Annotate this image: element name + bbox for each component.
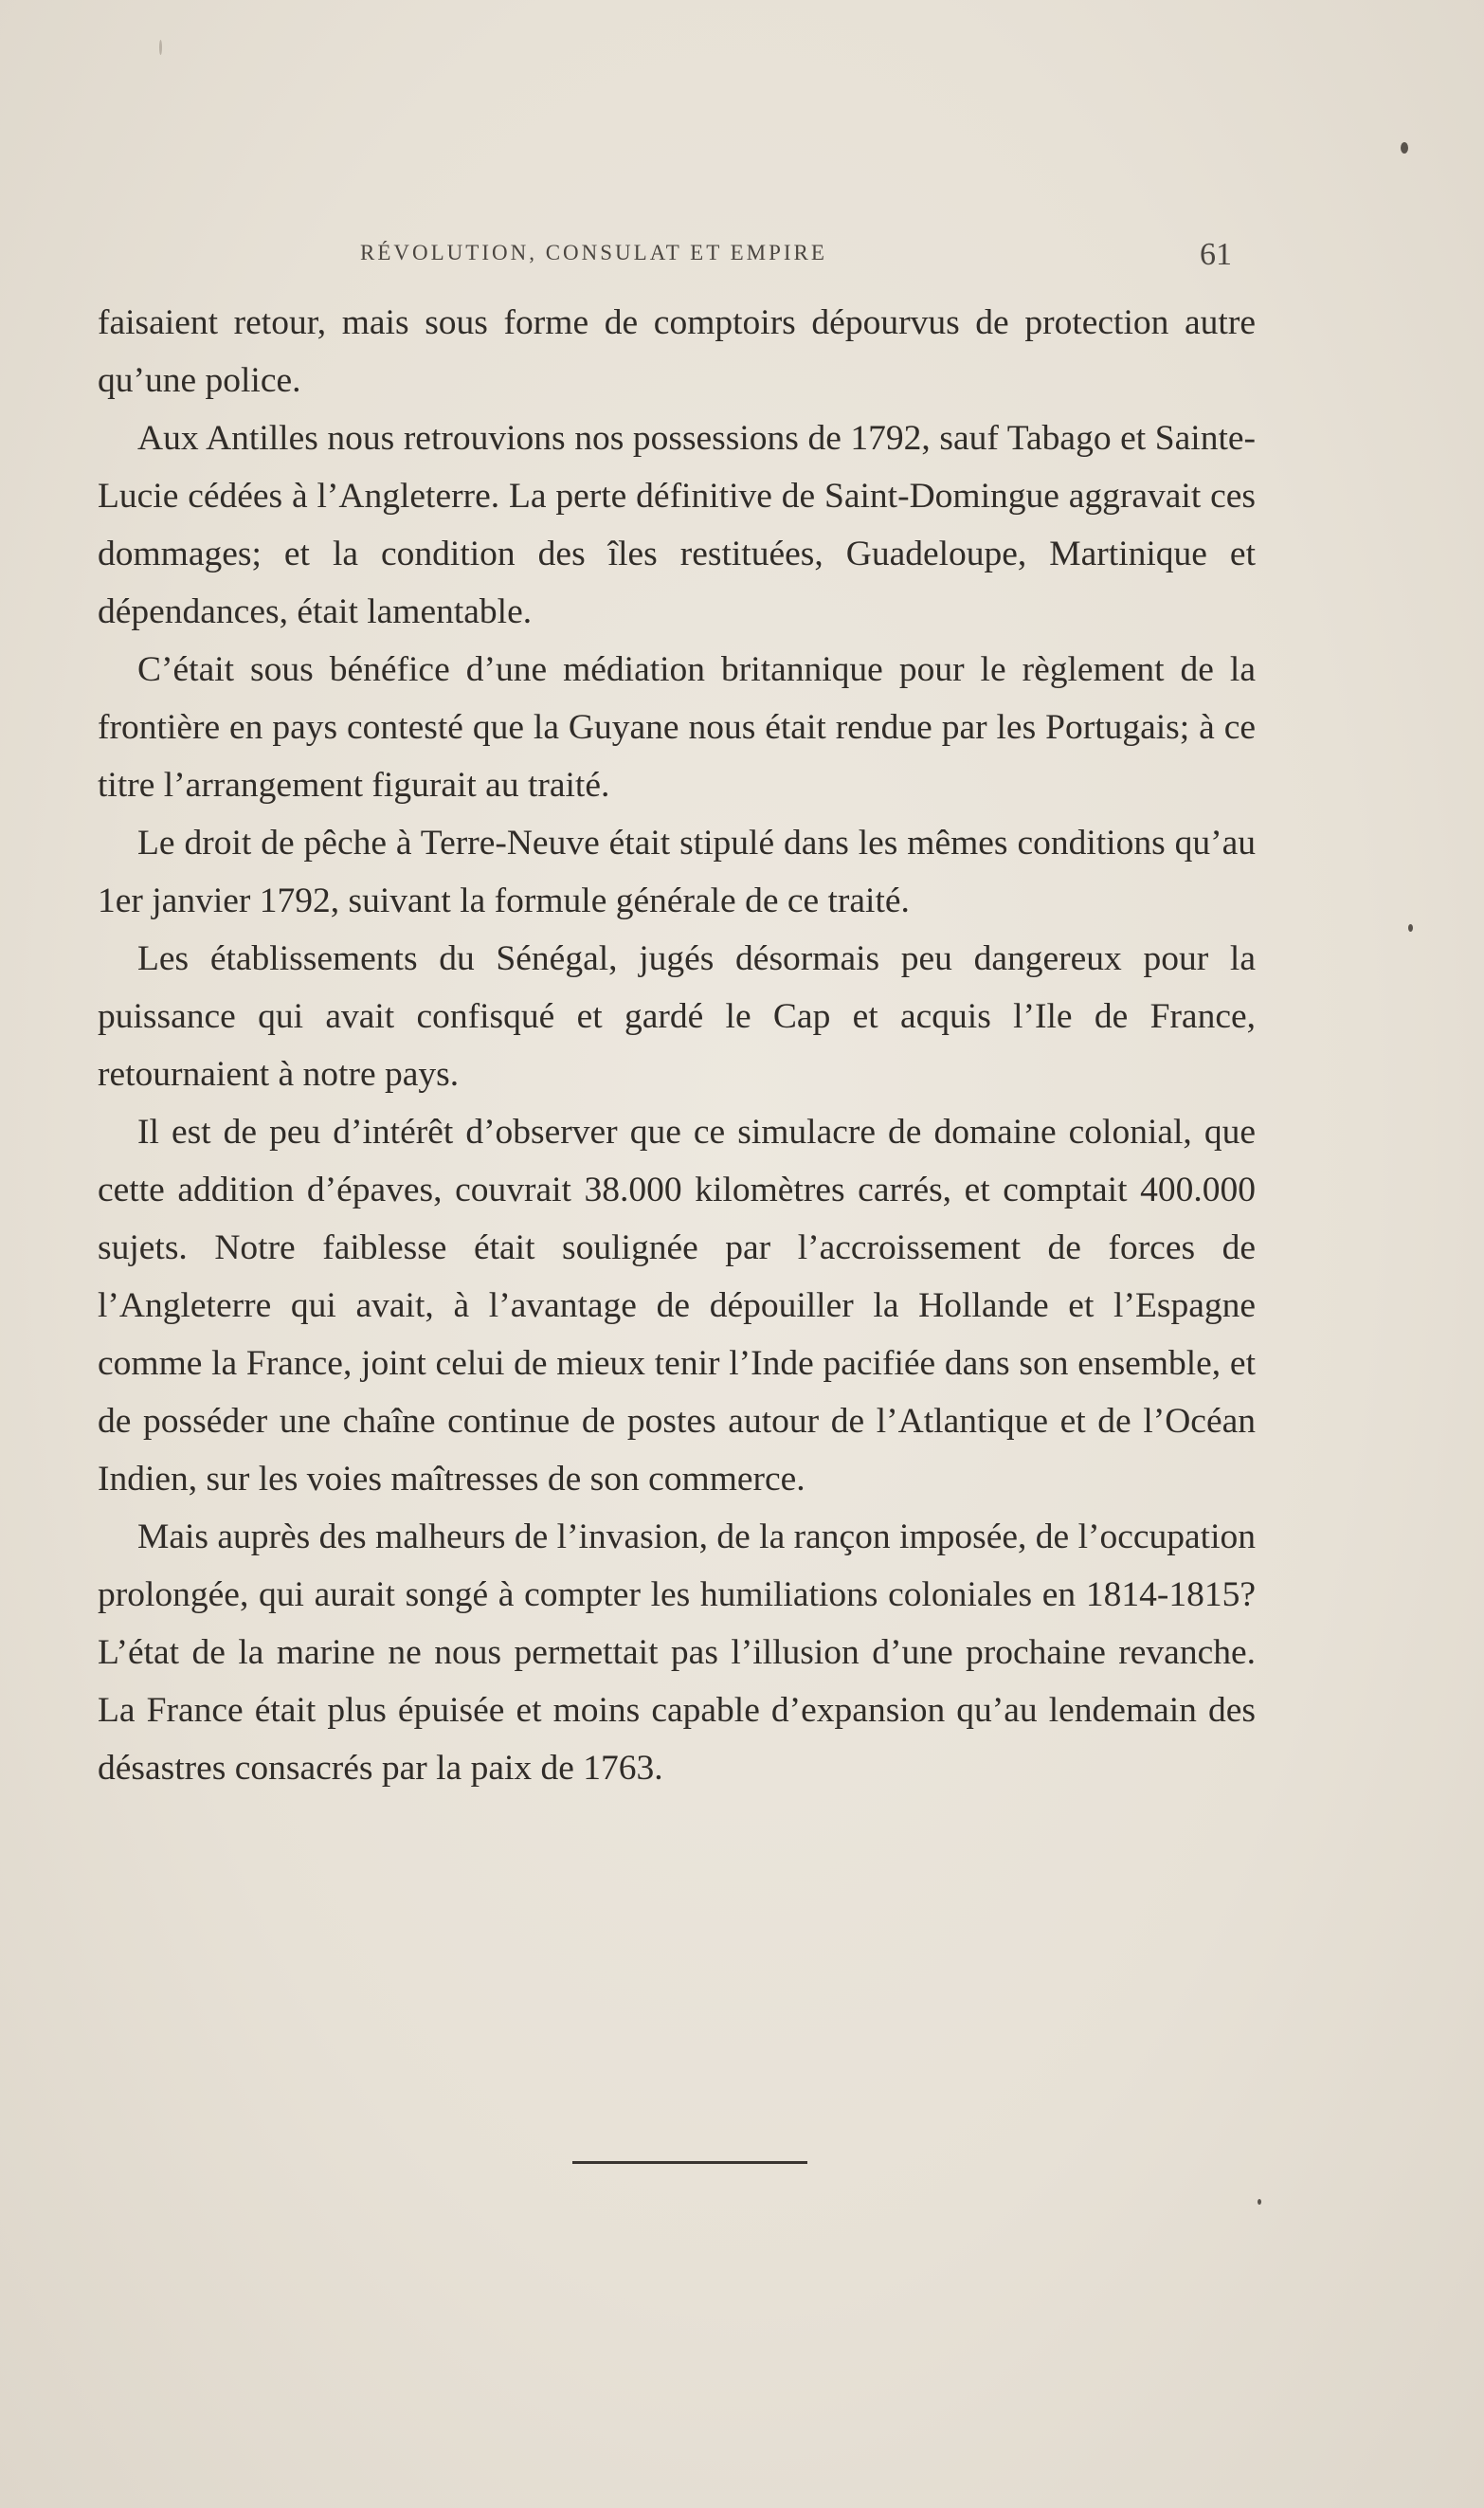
paragraph-7: Mais auprès des malheurs de l’invasion, de la rançon imposée, de l’occupation prolongée, qui aurait songé à compter les humiliations coloniales en 1814-1815? L’état de la marine ne nous permettait pas l’illusion d’une prochaine revanche. La France était plus épuisée et moins capable d’expansion qu’au lendemain des désastres consacrés par la paix de 1763. (98, 1518, 1256, 1788)
end-rule (572, 2161, 807, 2164)
paper-speck (1401, 142, 1408, 154)
paragraph-6: Il est de peu d’intérêt d’observer que ce simulacre de domaine colonial, que cette addition d’épaves, couvrait 38.000 kilomètres carrés, et comptait 400.000 sujets. Notre faiblesse était soulignée par l’accroissement de forces de l’Angleterre qui avait, à l’avantage de dépouiller la Hollande et l’Espagne comme la France, joint celui de mieux tenir l’Inde pacifiée dans son ensemble, et de posséder une chaîne continue de postes autour de l’Atlantique et de l’Océan Indien, sur les voies maîtresses de son commerce. (98, 1113, 1256, 1499)
paragraph-5: Les établissements du Sénégal, jugés désormais peu dangereux pour la puissance qui avait confisqué et gardé le Cap et acquis l’Ile de France, retournaient à notre pays. (98, 939, 1256, 1094)
paper-speck (1258, 2199, 1261, 2205)
running-head (360, 237, 1232, 279)
paragraph-1: faisaient retour, mais sous forme de comptoirs dépourvus de protection autre qu’une police. (98, 303, 1256, 400)
paragraph-4: Le droit de pêche à Terre-Neuve était stipulé dans les mêmes conditions qu’au 1er janvier 1792, suivant la formule générale de ce traité. (98, 824, 1256, 920)
paper-speck (1408, 924, 1413, 932)
paper-speck (159, 40, 162, 55)
paragraph-3: C’était sous bénéfice d’une médiation britannique pour le règlement de la frontière en pays contesté que la Guyane nous était rendue par les Portugais; à ce titre l’arrangement figurait au traité. (98, 650, 1256, 805)
running-title: RÉVOLUTION, CONSULAT ET EMPIRE (360, 241, 827, 264)
paragraph-2: Aux Antilles nous retrouvions nos possessions de 1792, sauf Tabago et Sainte-Lucie cédées à l’Angleterre. La perte définitive de Saint-Domingue aggravait ces dommages; et la condition des îles restituées, Guadeloupe, Martinique et dépendances, était lamentable. (98, 419, 1256, 631)
body-text (98, 294, 1256, 1797)
page-number: 61 (1200, 237, 1232, 272)
